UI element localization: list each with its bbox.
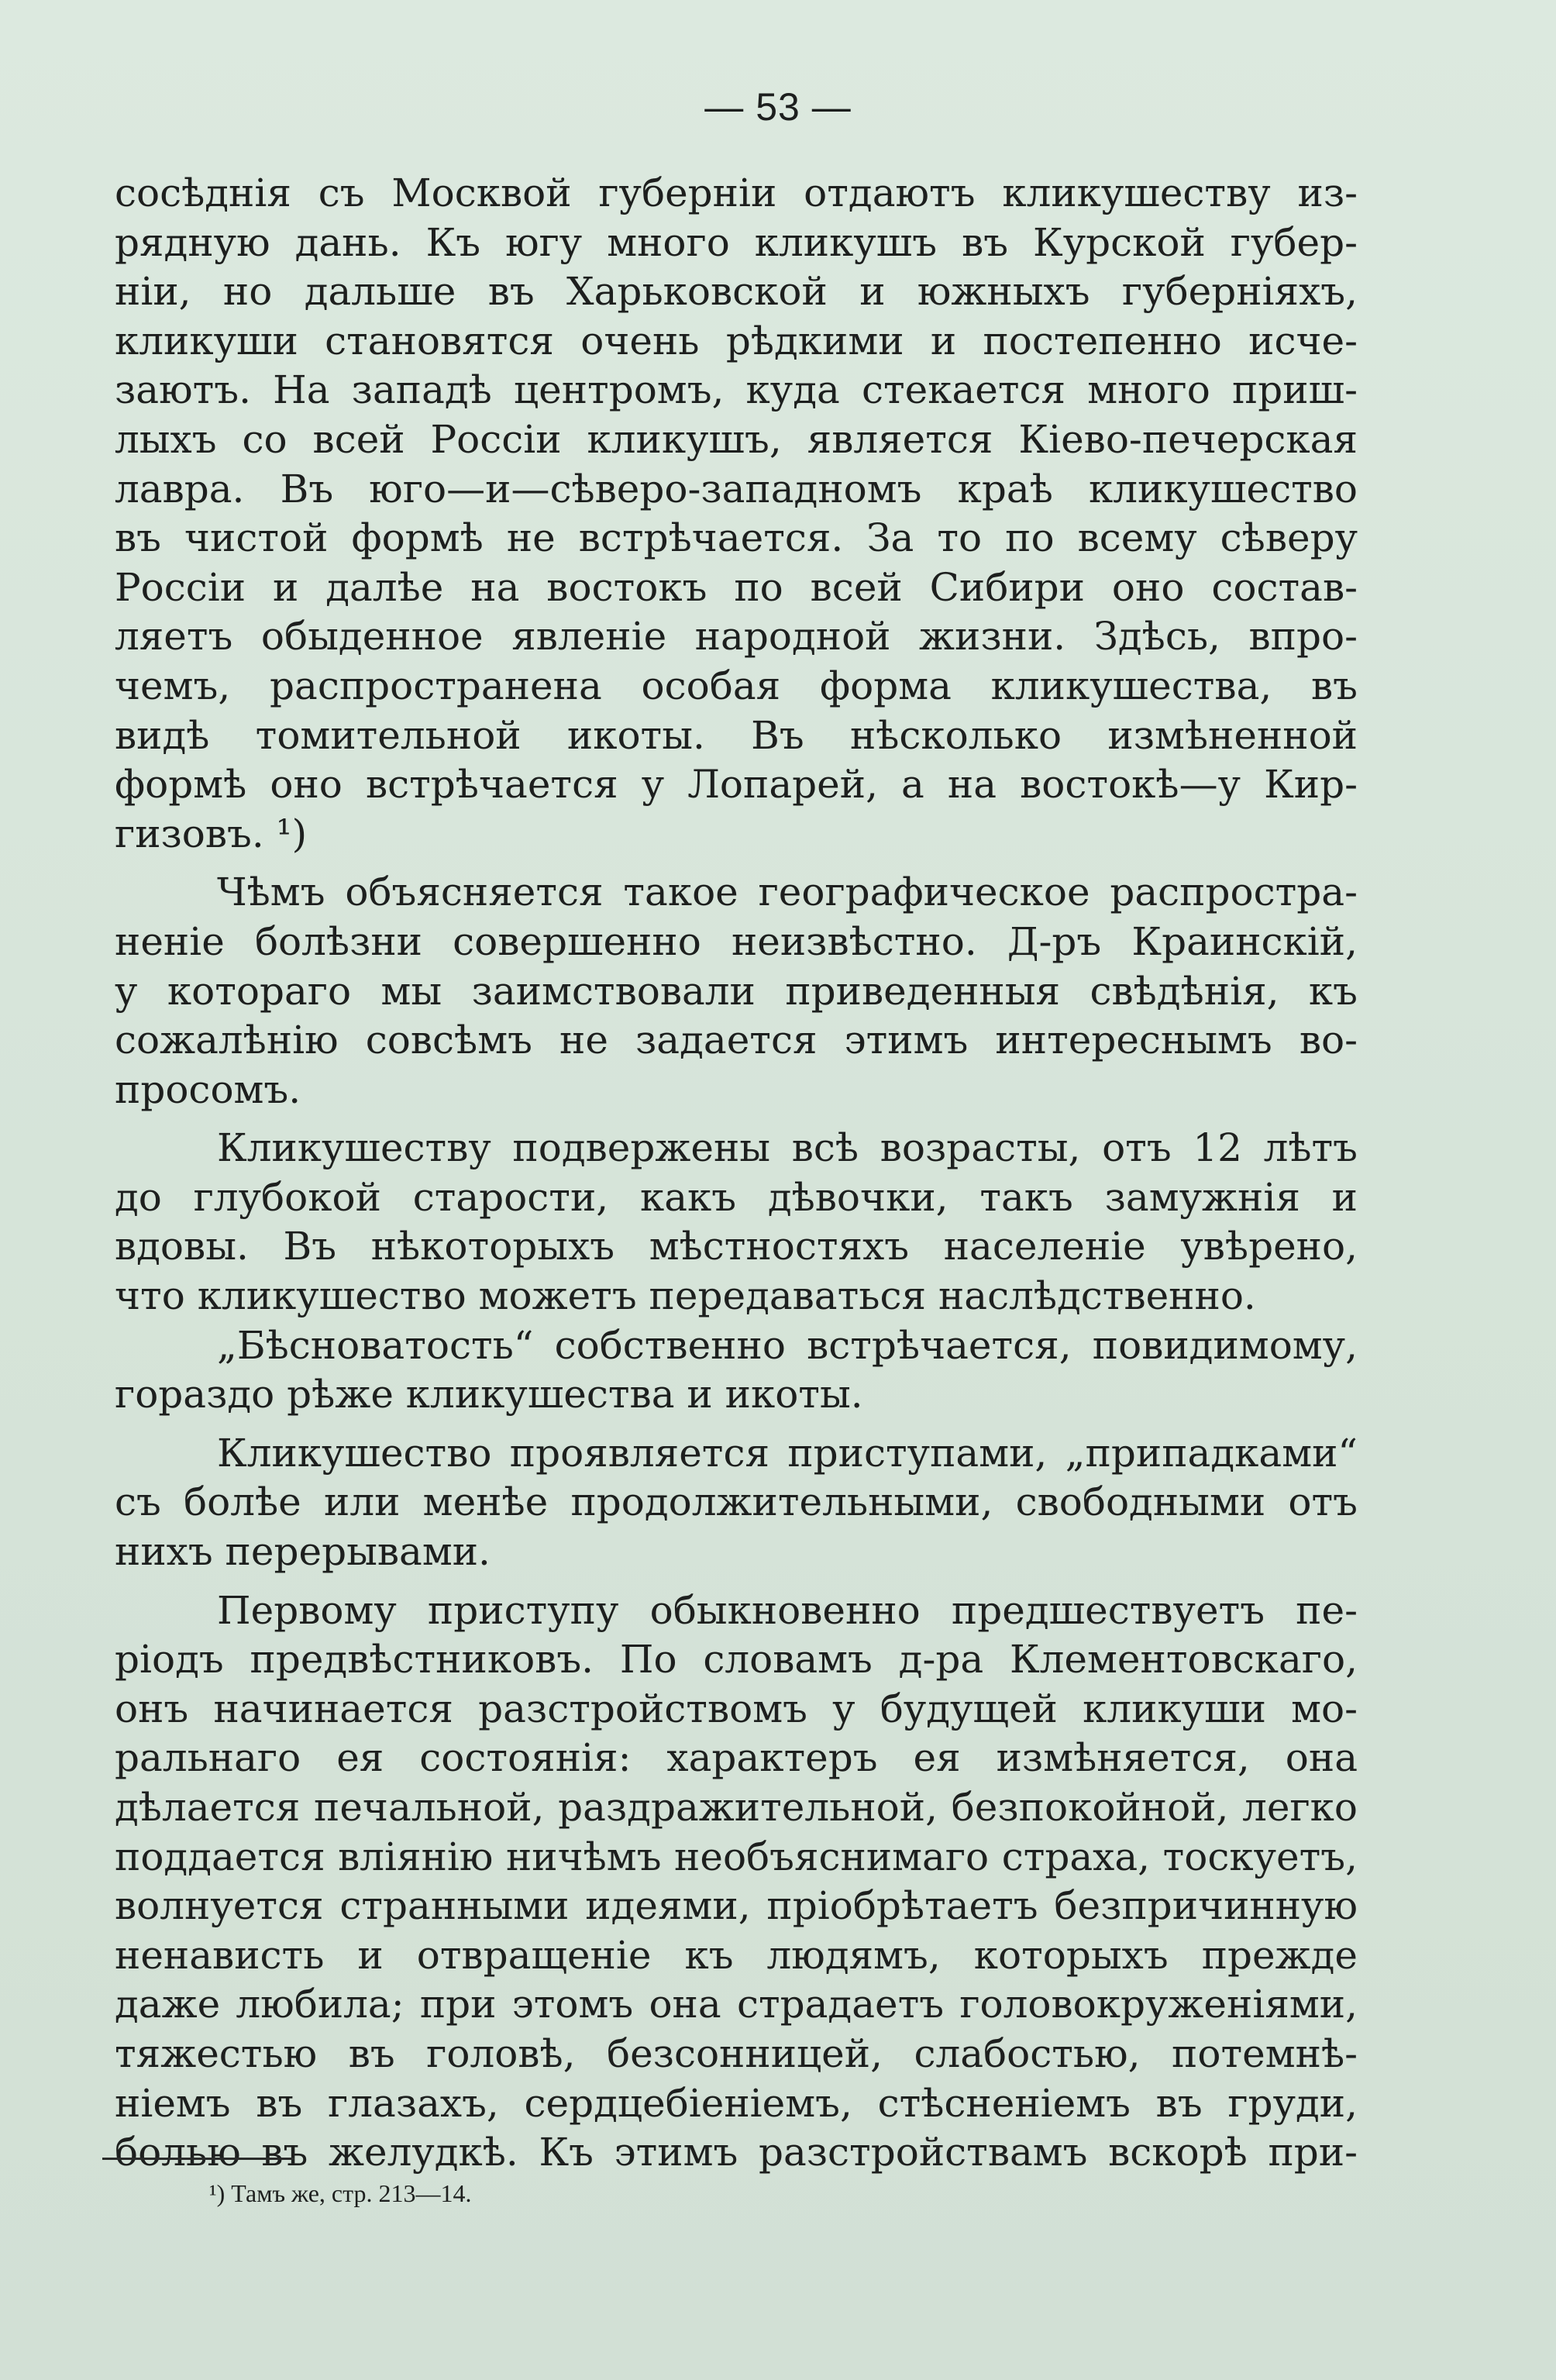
text-line: ненависть и отвращеніе къ людямъ, которыхъ прежде [115, 1932, 1358, 1978]
text-line: у котораго мы заимствовали приведенныя свѣдѣнія, къ [115, 968, 1358, 1014]
paragraph-first-line: Чѣмъ объясняется такое географическое распростра- [217, 870, 1358, 915]
text-line: лыхъ со всей Россіи кликушъ, является Кіево-печерская [115, 416, 1358, 462]
text-line: формѣ оно встрѣчается у Лопарей, а на востокѣ—у Кир- [115, 762, 1358, 808]
text-line: дѣлается печальной, раздражительной, безпокойной, легко [115, 1785, 1358, 1830]
text-line: кликуши становятся очень рѣдкими и постепенно исче- [115, 318, 1358, 363]
text-line: вдовы. Въ нѣкоторыхъ мѣстностяхъ населеніе увѣрено, [115, 1224, 1358, 1269]
text-line: неніе болѣзни совершенно неизвѣстно. Д-ръ Краинскій, [115, 918, 1358, 964]
text-line: заютъ. На западѣ центромъ, куда стекается много приш- [115, 367, 1358, 413]
text-line: просомъ. [115, 1066, 301, 1112]
text-line: гораздо рѣже кликушества и икоты. [115, 1372, 863, 1417]
footnote: ¹) Тамъ же, стр. 213—14. [209, 2179, 472, 2207]
paragraph-first-line: „Бѣсноватость“ собственно встрѣчается, повидимому, [217, 1322, 1358, 1368]
text-line: Россіи и далѣе на востокъ по всей Сибири оно состав- [115, 564, 1358, 610]
page-number: — 53 — [704, 85, 852, 129]
paragraph-first-line: Кликушество проявляется приступами, „припадками“ [217, 1430, 1358, 1476]
text-line: поддается вліянію ничѣмъ необъяснимаго страха, тоскуетъ, [115, 1834, 1358, 1879]
text-line: гизовъ. ¹) [115, 811, 308, 856]
text-line: сожалѣнію совсѣмъ не задается этимъ интереснымъ во- [115, 1018, 1358, 1063]
text-line: волнуется странными идеями, пріобрѣтаетъ безпричинную [115, 1883, 1358, 1929]
body-text [115, 169, 1358, 2178]
text-line: чемъ, распространена особая форма кликушества, въ [115, 663, 1358, 708]
text-line: что кликушество можетъ передаваться наслѣдственно. [115, 1273, 1256, 1319]
text-line: въ чистой формѣ не встрѣчается. За то по всему сѣверу [115, 515, 1358, 561]
text-line: до глубокой старости, какъ дѣвочки, такъ замужнія и [115, 1174, 1358, 1220]
text-line: онъ начинается разстройствомъ у будущей кликуши мо- [115, 1686, 1358, 1731]
text-line: видѣ томительной икоты. Въ нѣсколько измѣненной [115, 712, 1358, 758]
text-line: болью въ желудкѣ. Къ этимъ разстройствамъ вскорѣ при- [115, 2130, 1358, 2175]
text-line: сосѣднія съ Москвой губерніи отдаютъ кликушеству из- [115, 170, 1358, 215]
text-line: рядную дань. Къ югу много кликушъ въ Курской губер- [115, 219, 1358, 265]
text-line: ральнаго ея состоянія: характеръ ея измѣняется, она [115, 1735, 1358, 1781]
text-line: ріодъ предвѣстниковъ. По словамъ д-ра Клементовскаго, [115, 1637, 1358, 1683]
text-line: тяжестью въ головѣ, безсонницей, слабостью, потемнѣ- [115, 2030, 1358, 2076]
text-line: нихъ перерывами. [115, 1529, 491, 1575]
text-line: съ болѣе или менѣе продолжительными, свободными отъ [115, 1479, 1358, 1525]
footnote-divider [102, 2158, 294, 2160]
paragraph-first-line: Первому приступу обыкновенно предшествуетъ пе- [217, 1587, 1358, 1633]
text-line: ніи, но дальше въ Харьковской и южныхъ губерніяхъ, [115, 269, 1358, 315]
paragraph-first-line: Кликушеству подвержены всѣ возрасты, отъ 12 лѣтъ [217, 1125, 1358, 1171]
text-line: лавра. Въ юго—и—сѣверо-западномъ краѣ кликушество [115, 466, 1358, 511]
text-line: ніемъ въ глазахъ, сердцебіеніемъ, стѣсненіемъ въ груди, [115, 2080, 1358, 2126]
text-line: даже любила; при этомъ она страдаетъ головокруженіями, [115, 1982, 1358, 2027]
text-line: ляетъ обыденное явленіе народной жизни. Здѣсь, впро- [115, 614, 1358, 660]
